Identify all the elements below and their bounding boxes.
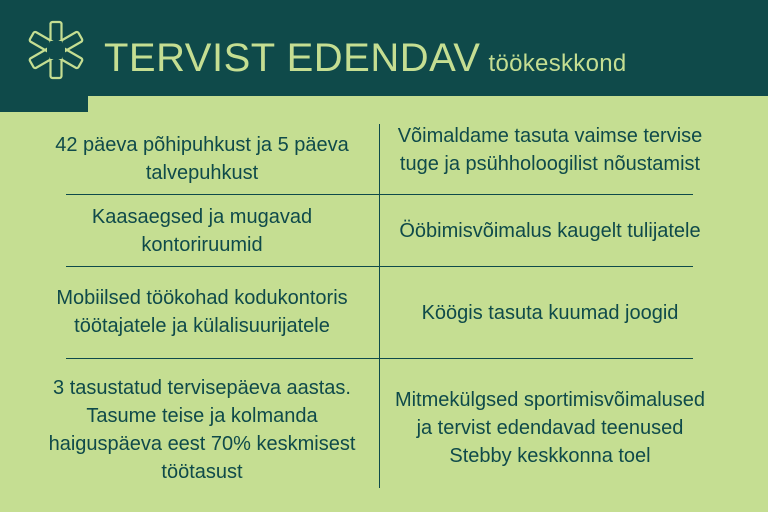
benefit-hot-drinks bbox=[396, 278, 704, 348]
title-main: TERVIST EDENDAV bbox=[104, 36, 481, 80]
benefit-text: Mobiilsed töökohad kodukontoris töötajatele ja külalisuurijatele bbox=[56, 287, 348, 337]
benefit-vacation bbox=[46, 128, 358, 190]
benefit-health-days bbox=[46, 368, 358, 492]
row-divider-left-1 bbox=[66, 194, 379, 195]
benefit-text: Mitmekülgsed sportimisvõimalused ja tervist edendavad teenused Stebby keskkonna toel bbox=[394, 389, 706, 467]
benefit-text: Köögis tasuta kuumad joogid bbox=[421, 302, 679, 324]
row-divider-right-2 bbox=[379, 266, 693, 267]
benefit-text: Ööbimisvõimalus kaugelt tulijatele bbox=[399, 220, 701, 242]
title-subtitle: töökeskkond bbox=[488, 50, 627, 77]
medical-star-icon bbox=[24, 18, 88, 82]
row-divider-right-3 bbox=[379, 358, 693, 359]
benefit-text: Kaasaegsed ja mugavad kontoriruumid bbox=[91, 206, 313, 256]
row-divider-left-3 bbox=[66, 358, 379, 359]
row-divider-left-2 bbox=[66, 266, 379, 267]
header-banner bbox=[0, 0, 768, 96]
benefit-accommodation bbox=[396, 198, 704, 264]
benefit-text: 3 tasustatud tervisepäeva aastas. Tasume teise ja kolmanda haiguspäeva eest 70% keskmisest töötasust bbox=[48, 377, 356, 483]
benefit-text: Võimaldame tasuta vaimse tervise tuge ja psühholoogilist nõustamist bbox=[397, 125, 703, 175]
benefit-mobile-workplaces bbox=[46, 268, 358, 356]
page-title bbox=[104, 36, 627, 86]
benefit-sports bbox=[386, 366, 714, 490]
row-divider-right-1 bbox=[379, 194, 693, 195]
benefit-mental-health bbox=[396, 108, 704, 192]
benefit-text: 42 päeva põhipuhkust ja 5 päeva talvepuhkust bbox=[55, 134, 349, 184]
column-divider bbox=[379, 124, 380, 488]
header-tab-decoration bbox=[0, 96, 88, 112]
benefit-offices bbox=[46, 198, 358, 264]
